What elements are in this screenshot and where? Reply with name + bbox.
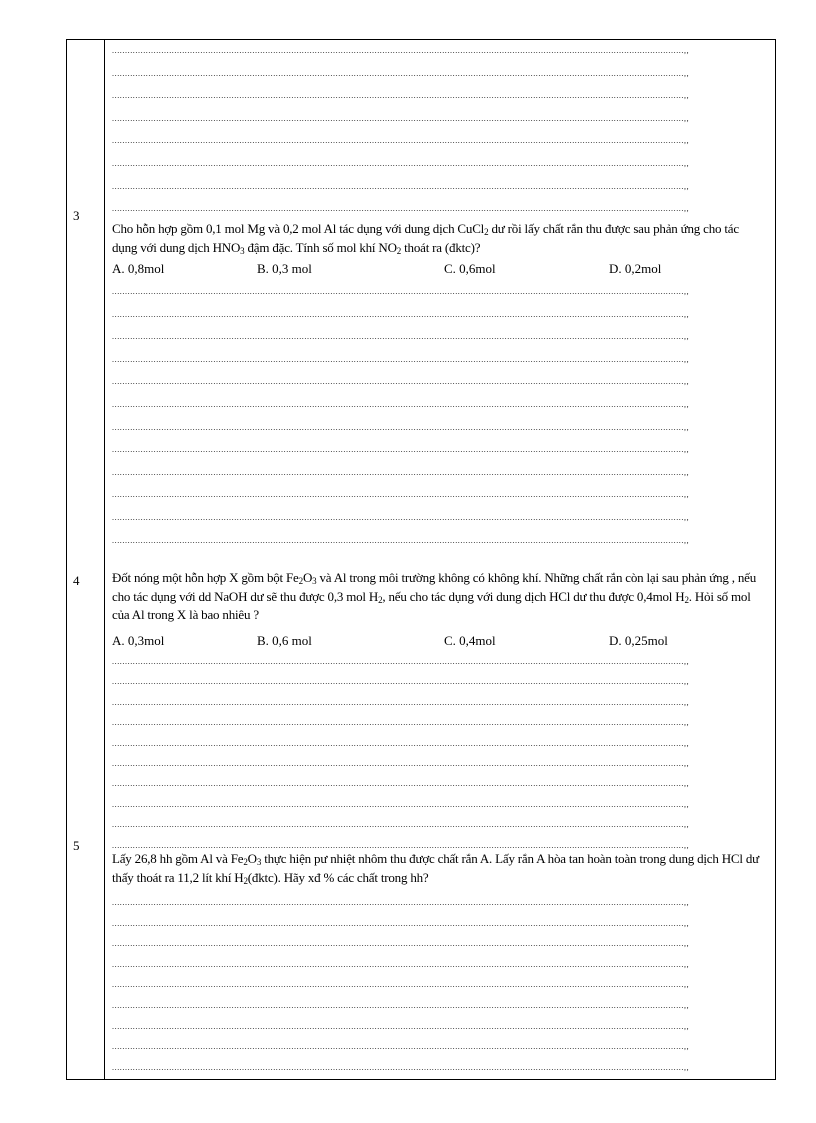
answer-line: ............................................................................................................................................................................................................................,, <box>112 159 690 168</box>
answer-line: ............................................................................................................................................................................................................................,, <box>112 657 690 666</box>
answer-line: ............................................................................................................................................................................................................................,, <box>112 919 690 928</box>
answer-line: ............................................................................................................................................................................................................................,, <box>112 204 690 213</box>
answer-line: ............................................................................................................................................................................................................................,, <box>112 490 690 499</box>
answer-line: ............................................................................................................................................................................................................................,, <box>112 739 690 748</box>
question-number: 4 <box>73 573 80 588</box>
question-4-text: Đốt nóng một hỗn hợp X gồm bột $Fe_2O_3$ và Al trong môi trường không có không khí. Những chất rắn còn lại sau phản ứng , nếu cho tác dụng với dd NaOH dư sẽ thu được 0,3 mol $H_2$, nếu cho tác dụng với dung dịch HCl dư thu được 0,4mol $H_2$. Hỏi số mol của Al trong X là bao nhiêu ? <box>112 570 757 622</box>
answer-line: ............................................................................................................................................................................................................................,, <box>112 182 690 191</box>
option-b: B. 0,6 mol <box>257 633 312 648</box>
question-number: 3 <box>73 208 80 223</box>
answer-line: ............................................................................................................................................................................................................................,, <box>112 468 690 477</box>
answer-line: ............................................................................................................................................................................................................................,, <box>112 445 690 454</box>
answer-line: ............................................................................................................................................................................................................................,, <box>112 960 690 969</box>
question-number: 5 <box>73 838 80 853</box>
answer-line: ............................................................................................................................................................................................................................,, <box>112 1001 690 1010</box>
question-5-text: Lấy 26,8 hh gồm Al và $Fe_2O_3$ thực hiện pư nhiệt nhôm thu được chất rắn A. Lấy rắn A hòa tan hoàn toàn trong dung dịch HCl dư thấy thoát ra 11,2 lít khí $H_2(đktc)$. Hãy xđ % các chất trong hh? <box>112 851 759 886</box>
answer-line: ............................................................................................................................................................................................................................,, <box>112 114 690 123</box>
question-3-options <box>112 261 767 279</box>
answer-line: ............................................................................................................................................................................................................................,, <box>112 287 690 296</box>
answer-line: ............................................................................................................................................................................................................................,, <box>112 91 690 100</box>
answer-line: ............................................................................................................................................................................................................................,, <box>112 46 690 55</box>
answer-line: ............................................................................................................................................................................................................................,, <box>112 136 690 145</box>
answer-line: ............................................................................................................................................................................................................................,, <box>112 69 690 78</box>
answer-line: ............................................................................................................................................................................................................................,, <box>112 332 690 341</box>
option-c: C. 0,6mol <box>444 261 496 276</box>
worksheet-table <box>66 39 776 1080</box>
option-a: A. 0,3mol <box>112 633 165 648</box>
answer-line: ............................................................................................................................................................................................................................,, <box>112 759 690 768</box>
option-a: A. 0,8mol <box>112 261 165 276</box>
answer-line: ............................................................................................................................................................................................................................,, <box>112 536 690 545</box>
question-4-options <box>112 633 767 651</box>
answer-line: ............................................................................................................................................................................................................................,, <box>112 980 690 989</box>
answer-line: ............................................................................................................................................................................................................................,, <box>112 423 690 432</box>
option-d: D. 0,2mol <box>609 261 662 276</box>
option-c: C. 0,4mol <box>444 633 496 648</box>
option-b: B. 0,3 mol <box>257 261 312 276</box>
answer-line: ............................................................................................................................................................................................................................,, <box>112 355 690 364</box>
question-3-text: Cho hỗn hợp gồm 0,1 mol Mg và 0,2 mol Al tác dụng với dung dịch CuCl$_2$ dư rồi lấy chất rắn thu được sau phản ứng cho tác dụng với dung dịch $HNO_3$ đậm đặc. Tính số mol khí $NO_2$ thoát ra (đktc)? <box>112 221 739 256</box>
answer-line: ............................................................................................................................................................................................................................,, <box>112 400 690 409</box>
answer-line: ............................................................................................................................................................................................................................,, <box>112 841 690 850</box>
answer-line: ............................................................................................................................................................................................................................,, <box>112 779 690 788</box>
column-divider <box>104 40 105 1079</box>
answer-line: ............................................................................................................................................................................................................................,, <box>112 310 690 319</box>
answer-line: ............................................................................................................................................................................................................................,, <box>112 718 690 727</box>
answer-line: ............................................................................................................................................................................................................................,, <box>112 513 690 522</box>
answer-line: ............................................................................................................................................................................................................................,, <box>112 800 690 809</box>
answer-line: ............................................................................................................................................................................................................................,, <box>112 1042 690 1051</box>
answer-line: ............................................................................................................................................................................................................................,, <box>112 1022 690 1031</box>
answer-line: ............................................................................................................................................................................................................................,, <box>112 1063 690 1072</box>
answer-line: ............................................................................................................................................................................................................................,, <box>112 698 690 707</box>
option-d: D. 0,25mol <box>609 633 668 648</box>
answer-line: ............................................................................................................................................................................................................................,, <box>112 898 690 907</box>
answer-line: ............................................................................................................................................................................................................................,, <box>112 820 690 829</box>
answer-line: ............................................................................................................................................................................................................................,, <box>112 939 690 948</box>
answer-line: ............................................................................................................................................................................................................................,, <box>112 377 690 386</box>
answer-line: ............................................................................................................................................................................................................................,, <box>112 677 690 686</box>
